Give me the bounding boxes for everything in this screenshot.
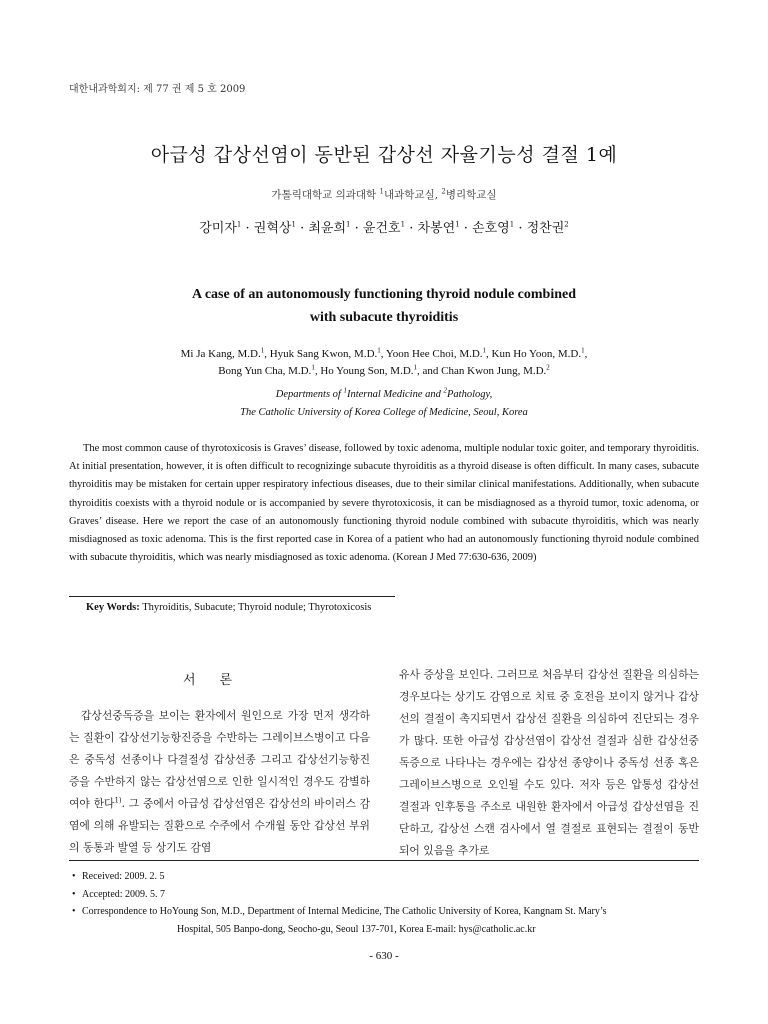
english-departments <box>0 386 768 422</box>
korean-author-sup: 2 <box>564 220 569 229</box>
body-left-column <box>69 705 370 859</box>
korean-author-sup: 1 <box>236 220 242 229</box>
body-left-text-b: . 그 중에서 아급성 갑상선염은 갑상선의 바이러스 감염에 의해 유발되는 질환으로 수주에서 수개월 동안 갑상선 부위의 동통과 발열 등 상기도 감염 <box>69 797 371 854</box>
english-title <box>0 283 768 329</box>
citation-sup: 1) <box>114 796 122 805</box>
english-author-sup: 2 <box>546 363 550 372</box>
keywords-label: Key Words: <box>86 602 140 613</box>
abstract-paragraph: The most common cause of thyrotoxicosis is Graves’ disease, followed by toxic adenoma, multiple nodular toxic goiter, and temporary thyroiditis. At initial presentation, however, it is often difficult to recognizinge subacute thyroiditis as a thyroid disease is often difficult. In many cases, subacute thyroiditis may be mistaken for certain upper respiratory infectious diseases, due to their similar clinical manifestations. Additionally, when subacute thyroiditis coexists with a thyroid nodule or is accompanied by severe thyrotoxicosis, it can be misdiagnosed as a thyroid tumor, toxic adenoma, or Graves’ disease. Here we report the case of an autonomously functioning thyroid nodule combined with subacute thyroiditis, which was nearly misdiagnosed as toxic adenoma. This is the first reported case in Korea of a patient who had an autonomously functioning thyroid nodule combined with subacute thyroiditis, which was nearly misdiagnosed as toxic adenoma. (Korean J Med 77:630-636, 2009) <box>69 443 699 564</box>
english-author-sup: 1 <box>311 363 315 372</box>
footnote-text: Correspondence to HoYoung Son, M.D., Department of Internal Medicine, The Catholic University of Korea, Kangnam St. Mary’s <box>82 906 607 917</box>
body-left-text-a: 갑상선중독증을 보이는 환자에서 원인으로 가장 먼저 생각하는 질환이 갑상선기능항진증을 수반하는 그레이브스병이고 다음은 중독성 선종이나 다결절성 갑상선종 그리고 갑상선기능항진증을 수반하지 않는 갑상선염으로 인한 일시적인 경우도 감별하여야 한다 <box>69 709 370 810</box>
dept-text: Departments of <box>275 389 344 400</box>
english-author-sup: 1 <box>377 346 381 355</box>
english-author-sup: 1 <box>581 346 585 355</box>
bullet: • <box>72 906 76 917</box>
footnote-accepted <box>72 886 702 904</box>
english-author: Kun Ho Yoon, M.D. <box>491 348 582 360</box>
korean-author: 정찬권 <box>526 221 565 236</box>
footnote-divider <box>69 860 699 861</box>
korean-authors: 강미자$^1$ · 권혁상$^1$ · 최윤희$^1$ · 윤건호$^1$ · 차봉연$^1$ · 손호영$^1$ · 정찬권$^2$ <box>199 220 569 236</box>
english-authors-line2: Bong Yun Cha, M.D.$^1$, Ho Young Son, M.D.$^1$, and Chan Kwon Jung, M.D.$^2$ <box>218 363 550 377</box>
english-author: Hyuk Sang Kwon, M.D. <box>269 348 378 360</box>
page-number: - 630 - <box>369 950 399 962</box>
korean-author-sup: 1 <box>346 220 351 229</box>
english-author-sup: 1 <box>260 346 265 355</box>
footnotes <box>72 868 702 938</box>
dept-sup: 1 <box>343 386 347 395</box>
english-title-line2: with subacute thyroiditis <box>309 310 459 325</box>
english-departments-line2: The Catholic University of Korea College of Medicine, Seoul, Korea <box>240 407 528 418</box>
english-author: Mi Ja Kang, M.D. <box>180 348 261 360</box>
korean-affiliation-sup2: 2 <box>441 187 446 196</box>
korean-affiliation-prefix: 가톨릭대학교 의과대학 <box>271 189 380 201</box>
korean-author: 윤건호 <box>362 221 401 236</box>
korean-affiliation-sup1: 1 <box>379 187 384 196</box>
body-right-column: 유사 증상을 보인다. 그러므로 처음부터 갑상선 질환을 의심하는 경우보다는 상기도 감염으로 치료 중 호전을 보이지 않거나 갑상선의 결절이 촉지되면서 갑상선 질환을 의심하여 진단되는 경우가 많다. 또한 아급성 갑상선염이 갑상선 결절과 심한 갑상선중독증으로 나타나는 경우에는 갑상선 종양이나 중독성 선종 혹은 그레이브스병으로 오인될 수도 있다. 저자 등은 압통성 갑상선 결절과 인후통을 주소로 내원한 환자에서 아급성 갑상선염을 진단하고, 갑상선 스캔 검사에서 열 결절로 표현되는 결절이 동반되어 있음을 추가로 <box>399 668 699 857</box>
english-author: Bong Yun Cha, M.D. <box>218 365 312 377</box>
footnote-correspondence <box>72 903 702 921</box>
korean-author: 최윤희 <box>308 221 347 236</box>
english-author-sup: 1 <box>413 363 418 372</box>
dept-text: Internal Medicine and <box>346 389 444 400</box>
english-author: and Chan Kwon Jung, M.D. <box>422 365 547 377</box>
keywords <box>86 602 371 613</box>
korean-title: 아급성 갑상선염이 동반된 갑상선 자율기능성 결절 1예 <box>150 144 618 166</box>
korean-author: 권혁상 <box>253 221 292 236</box>
english-author: Ho Young Son, M.D. <box>320 365 414 377</box>
korean-author-sup: 1 <box>291 220 296 229</box>
korean-author-sup: 1 <box>455 220 460 229</box>
korean-affiliation <box>0 187 768 202</box>
footnote-correspondence-cont: Hospital, 505 Banpo-dong, Seocho-gu, Seoul 137-701, Korea E-mail: hys@catholic.ac.kr <box>177 923 536 935</box>
dept-text: Pathology, <box>446 389 493 400</box>
footnote-received <box>72 868 702 886</box>
english-departments-line1 <box>0 386 768 404</box>
english-author: Yoon Hee Choi, M.D. <box>385 348 483 360</box>
section-heading: 서론 <box>182 673 257 688</box>
footnote-text: Accepted: 2009. 5. 7 <box>82 888 166 900</box>
footnote-text: Received: 2009. 2. 5 <box>82 871 165 882</box>
keywords-divider <box>69 596 395 597</box>
english-authors-line1: Mi Ja Kang, M.D.$^1$, Hyuk Sang Kwon, M.D.$^1$, Yoon Hee Choi, M.D.$^1$, Kun Ho Yoon, M.D.$^1$, <box>180 346 588 360</box>
korean-affiliation-dept2: 병리학교실 <box>445 189 497 201</box>
english-author-sup: 1 <box>482 346 487 355</box>
korean-author-sup: 1 <box>400 220 406 229</box>
keywords-text: Thyroiditis, Subacute; Thyroid nodule; Thyrotoxicosis <box>139 602 372 613</box>
english-title-line1: A case of an autonomously functioning thyroid nodule combined <box>191 287 577 302</box>
bullet: • <box>72 871 76 882</box>
english-authors <box>0 346 768 380</box>
journal-header: 대한내과학회지: 제 77 권 제 5 호 2009 <box>69 84 246 95</box>
bullet: • <box>72 888 76 900</box>
korean-affiliation-dept1: 내과학교실, <box>384 189 442 201</box>
korean-author: 차봉연 <box>417 221 456 236</box>
korean-author-sup: 1 <box>509 220 515 229</box>
korean-author: 강미자 <box>199 221 237 236</box>
korean-author: 손호영 <box>472 221 510 236</box>
dept-sup: 2 <box>443 386 447 395</box>
